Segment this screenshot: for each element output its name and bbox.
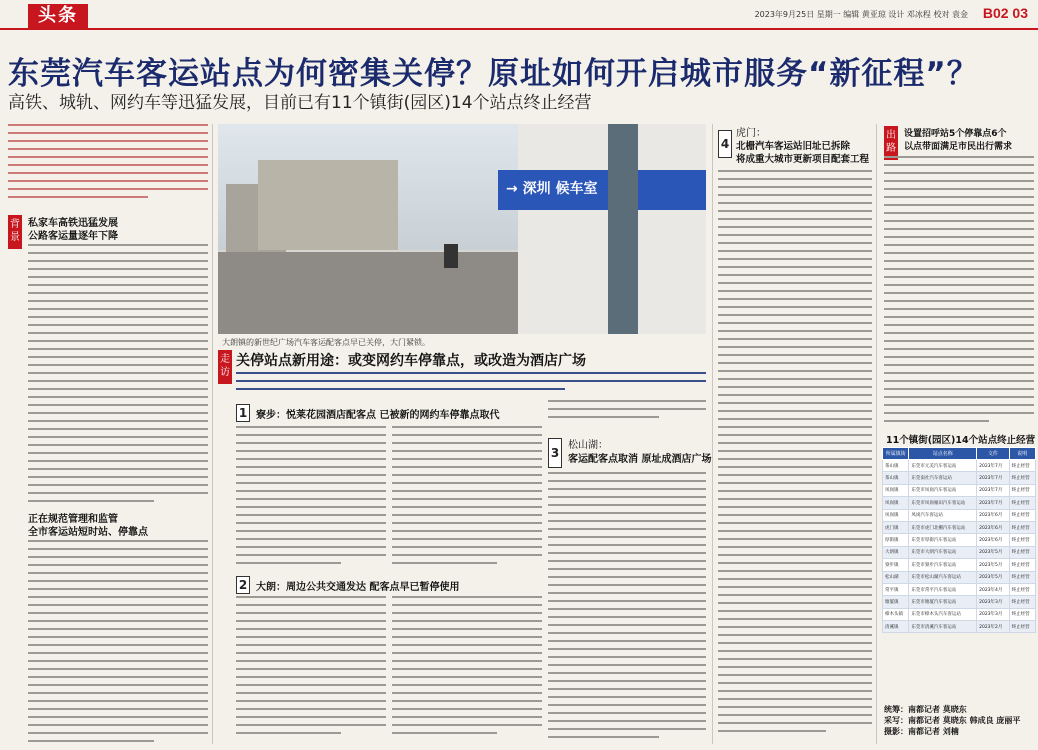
table-row: [883, 583, 1036, 595]
side-tag-background: 背景: [8, 215, 22, 249]
table-cell: 常平镇: [883, 583, 909, 595]
table-cell: 2023年7月: [977, 460, 1010, 472]
credit-line: 采写：南都记者 莫晓东 韩成良 庞丽平: [884, 716, 1021, 725]
table-cell: 塘厦镇: [883, 596, 909, 608]
table-row: [883, 497, 1036, 509]
table-row: [883, 460, 1036, 472]
table-header: 说明: [1009, 448, 1035, 460]
table-cell: 茶山镇: [883, 472, 909, 484]
table-row: [883, 509, 1036, 521]
table-cell: 终止经营: [1009, 621, 1035, 633]
table-cell: 东莞市樟木头汽车客运站: [909, 608, 977, 620]
table-cell: 东莞市清溪汽车客运站: [909, 621, 977, 633]
table-cell: 2023年5月: [977, 571, 1010, 583]
sub3-pre-body: [548, 400, 706, 430]
table-cell: 终止经营: [1009, 546, 1035, 558]
photo-station-sign: → 深圳 候车室: [498, 170, 706, 210]
sub2-body-col1: [236, 596, 386, 746]
table-header: 文件: [977, 448, 1010, 460]
stations-table: [882, 447, 1036, 633]
table-cell: 2023年6月: [977, 521, 1010, 533]
table-cell: 2023年7月: [977, 497, 1010, 509]
sub-heading-2: 大朗：周边公共交通发达 配客点早已暂停使用: [256, 582, 460, 593]
right-body: [884, 156, 1034, 428]
sub2-body-col2: [392, 596, 542, 746]
sub3-body: [548, 472, 706, 746]
table-cell: 清溪镇: [883, 621, 909, 633]
page-number: B02 03: [982, 5, 1028, 21]
table-row: [883, 571, 1036, 583]
table-row: [883, 596, 1036, 608]
sub-heading-4-line2: 将成重大城市更新项目配套工程: [736, 154, 870, 165]
table-cell: 凤岗汽车客运站: [909, 509, 977, 521]
table-cell: 2023年5月: [977, 559, 1010, 571]
sub-number-1: 1: [236, 404, 250, 422]
table-cell: 2023年4月: [977, 583, 1010, 595]
table-cell: 东莞市常平汽车客运站: [909, 583, 977, 595]
section2-title-2: 全市客运站短时站、停靠点: [28, 527, 148, 538]
sub-heading-1: 寮步：悦莱花园酒店配客点 已被新的网约车停靠点取代: [256, 410, 500, 421]
table-cell: 终止经营: [1009, 521, 1035, 533]
table-cell: 终止经营: [1009, 497, 1035, 509]
sub-heading-4-place: 虎门：: [736, 128, 766, 139]
table-cell: 2023年6月: [977, 534, 1010, 546]
table-cell: 东莞市虎门北栅汽车客运站: [909, 521, 977, 533]
table-row: [883, 559, 1036, 571]
photo-caption: 大朗镇的新世纪广场汽车客运配客点早已关停，大门紧锁。: [222, 338, 430, 347]
table-row: [883, 521, 1036, 533]
intro-text: [8, 124, 208, 214]
table-cell: 终止经营: [1009, 583, 1035, 595]
table-cell: 东莞市凤岗汽车客运站: [909, 484, 977, 496]
section2-title-1: 正在规范管理和监管: [28, 514, 118, 525]
table-cell: 松山湖: [883, 571, 909, 583]
table-cell: 2023年7月: [977, 484, 1010, 496]
table-title: 11个镇街(园区)14个站点终止经营: [886, 435, 1036, 446]
table-cell: 东莞市厚街汽车客运站: [909, 534, 977, 546]
sub-number-4: 4: [718, 130, 732, 158]
table-cell: 大朗镇: [883, 546, 909, 558]
table-row: [883, 546, 1036, 558]
sub-heading-3-place: 松山湖：: [568, 440, 608, 451]
table-cell: 终止经营: [1009, 509, 1035, 521]
table-cell: 东莞市元美汽车客运站: [909, 460, 977, 472]
table-header: 站点名称: [909, 448, 977, 460]
masthead: [0, 0, 1038, 30]
table-row: [883, 608, 1036, 620]
table-cell: 终止经营: [1009, 472, 1035, 484]
table-cell: 终止经营: [1009, 608, 1035, 620]
table-cell: 东莞市凤岗雁田汽车客运站: [909, 497, 977, 509]
side-tag-outlet: 出路: [884, 126, 898, 160]
table-cell: 2023年5月: [977, 546, 1010, 558]
table-cell: 厚街镇: [883, 534, 909, 546]
table-cell: 东莞市寮步汽车客运站: [909, 559, 977, 571]
section1-body: [28, 244, 208, 508]
credit-line: 统筹：南都记者 莫晓东: [884, 705, 967, 714]
table-cell: 樟木头镇: [883, 608, 909, 620]
section1-title-2: 公路客运量逐年下降: [28, 231, 118, 242]
subheadline: 高铁、城轨、网约车等迅猛发展，目前已有11个镇街(园区)14个站点终止经营: [8, 93, 592, 113]
table-cell: 终止经营: [1009, 460, 1035, 472]
table-cell: 东莞市大朗汽车客运站: [909, 546, 977, 558]
news-photo: [218, 124, 706, 334]
column-divider: [876, 124, 877, 744]
dateline: 2023年9月25日 星期一 编辑 黄亚琼 设计 邓冰程 校对 袁金: [754, 10, 968, 19]
table-cell: 寮步镇: [883, 559, 909, 571]
table-cell: 2023年6月: [977, 509, 1010, 521]
sub-number-2: 2: [236, 576, 250, 594]
section-label: 头条: [28, 4, 88, 28]
table-cell: 东莞南社汽车客运站: [909, 472, 977, 484]
sub4-body: [718, 170, 872, 746]
table-cell: 2023年7月: [977, 472, 1010, 484]
credit-line: 摄影：南都记者 刘楠: [884, 727, 959, 736]
table-row: [883, 534, 1036, 546]
table-cell: 凤岗镇: [883, 497, 909, 509]
column-divider: [212, 124, 213, 744]
column-divider: [712, 124, 713, 744]
credits: [884, 704, 1020, 737]
table-cell: 终止经营: [1009, 559, 1035, 571]
table-cell: 终止经营: [1009, 596, 1035, 608]
side-tag-visit: 走访: [218, 350, 232, 384]
section1-title-1: 私家车高铁迅猛发展: [28, 218, 118, 229]
section2-body: [28, 540, 208, 745]
section3-lead: [236, 372, 706, 400]
table-cell: 虎门镇: [883, 521, 909, 533]
table-cell: 2023年3月: [977, 608, 1010, 620]
headline: 东莞汽车客运站点为何密集关停？原址如何开启城市服务“新征程”？: [8, 56, 979, 92]
table-cell: 凤岗镇: [883, 509, 909, 521]
table-cell: 茶山镇: [883, 460, 909, 472]
right-title-1: 设置招呼站5个停靠点6个: [904, 129, 1007, 139]
table-cell: 凤岗镇: [883, 484, 909, 496]
right-title-2: 以点带面满足市民出行需求: [904, 142, 1013, 152]
sub-heading-4-line1: 北栅汽车客运站旧址已拆除: [736, 141, 851, 152]
sub-heading-3: 客运配客点取消 原址成酒店广场: [568, 454, 712, 465]
table-cell: 2023年2月: [977, 621, 1010, 633]
table-row: [883, 621, 1036, 633]
table-cell: 东莞市松山湖汽车客运站: [909, 571, 977, 583]
table-cell: 东莞市塘厦汽车客运站: [909, 596, 977, 608]
sub1-body-col2: [392, 426, 542, 574]
table-cell: 2023年3月: [977, 596, 1010, 608]
table-cell: 终止经营: [1009, 534, 1035, 546]
sub-number-3: 3: [548, 438, 562, 468]
sub1-body-col1: [236, 426, 386, 574]
table-cell: 终止经营: [1009, 484, 1035, 496]
table-header: 所属镇街: [883, 448, 909, 460]
table-row: [883, 484, 1036, 496]
table-cell: 终止经营: [1009, 571, 1035, 583]
section3-title: 关停站点新用途：或变网约车停靠点，或改造为酒店广场: [236, 353, 586, 369]
table-row: [883, 472, 1036, 484]
